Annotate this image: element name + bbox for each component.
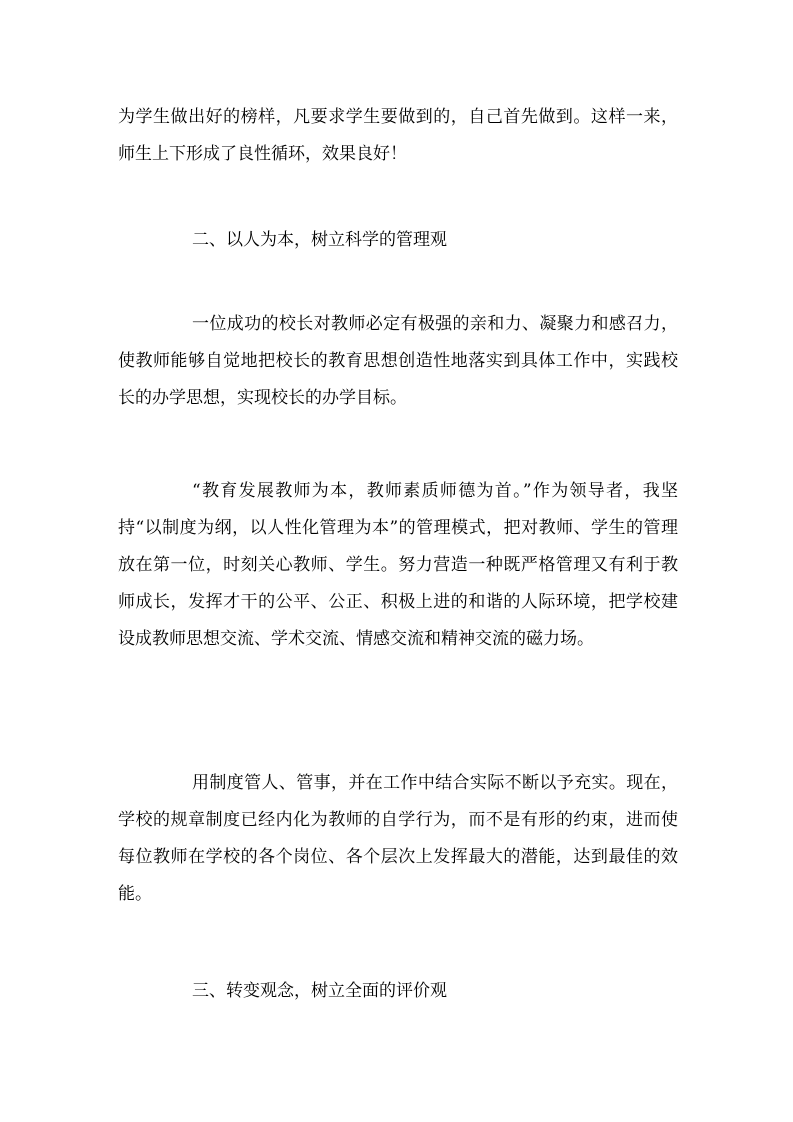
paragraph-rules-system: 用制度管人、管事，并在工作中结合实际不断以予充实。现在，学校的规章制度已经内化为教师的自学行为，而不是有形的约束，进而使每位教师在学校的各个岗位、各个层次上发挥最大的潜能，达到最佳的效能。 bbox=[118, 773, 678, 904]
paragraph-management-model: “教育发展教师为本，教师素质师德为首。”作为领导者，我坚持“以制度为纲，以人性化管理为本”的管理模式，把对教师、学生的管理放在第一位，时刻关心教师、学生。努力营造一种既严格管理又有利于教师成长，发挥才干的公平、公正、积极上进的和谐的人际环境，把学校建设成教师思想交流、学术交流、情感交流和精神交流的磁力场。 bbox=[118, 481, 678, 649]
paragraph-continuation: 为学生做出好的榜样，凡要求学生要做到的，自己首先做到。这样一来，师生上下形成了良性循环，效果良好！ bbox=[118, 107, 678, 164]
paragraph-principal-influence: 一位成功的校长对教师必定有极强的亲和力、凝聚力和感召力，使教师能够自觉地把校长的教育思想创造性地落实到具体工作中，实践校长的办学思想，实现校长的办学目标。 bbox=[118, 314, 678, 408]
section-heading-2: 二、以人为本，树立科学的管理观 bbox=[192, 230, 447, 250]
section-heading-3: 三、转变观念，树立全面的评价观 bbox=[192, 981, 447, 1001]
